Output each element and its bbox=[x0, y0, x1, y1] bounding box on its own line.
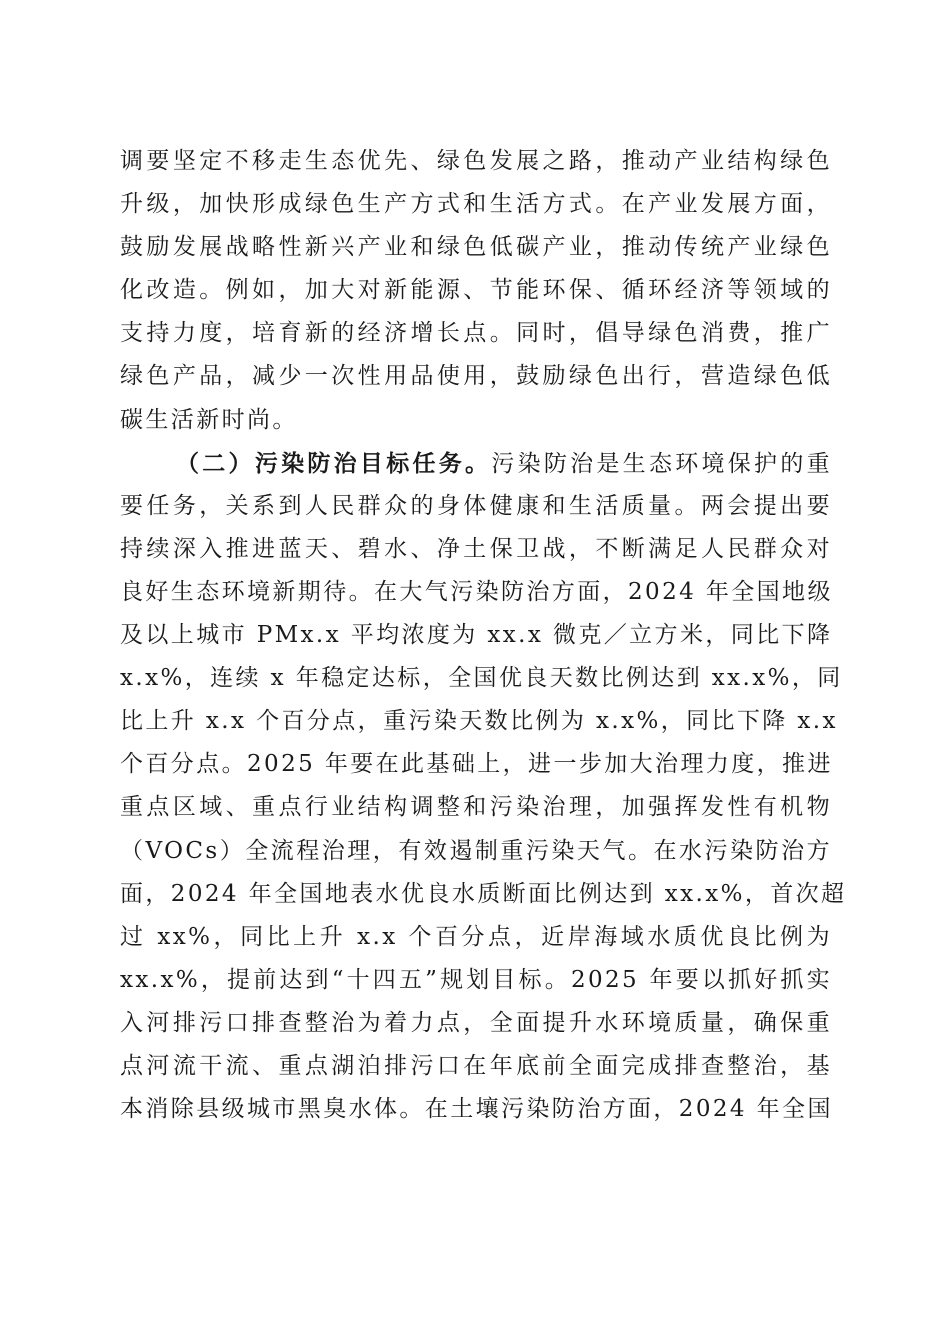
paragraph2-line: 及以上城市 PMx.x 平均浓度为 xx.x 微克／立方米，同比下降 bbox=[120, 622, 833, 649]
paragraph1-last-line: 碳生活新时尚。 bbox=[120, 406, 298, 433]
paragraph2-line: x.x%，连续 x 年稳定达标，全国优良天数比例达到 xx.x%，同 bbox=[120, 665, 843, 692]
paragraph1-line: 调要坚定不移走生态优先、绿色发展之路，推动产业结构绿色 bbox=[120, 148, 832, 174]
paragraph1-line: 鼓励发展战略性新兴产业和绿色低碳产业，推动传统产业绿色 bbox=[120, 234, 832, 261]
paragraph1-line: 绿色产品，减少一次性用品使用，鼓励绿色出行，营造绿色低 bbox=[120, 363, 832, 390]
paragraph2-line: 比上升 x.x 个百分点，重污染天数比例为 x.x%，同比下降 x.x bbox=[120, 708, 838, 735]
paragraph1-line: 支持力度，培育新的经济增长点。同时，倡导绿色消费，推广 bbox=[120, 320, 832, 347]
paragraph1-line: 化改造。例如，加大对新能源、节能环保、循环经济等领域的 bbox=[120, 277, 832, 304]
paragraph2-first-line-text: 污染防治是生态环境保护的重 bbox=[491, 450, 832, 477]
paragraph2-line: 良好生态环境新期待。在大气污染防治方面，2024 年全国地级 bbox=[120, 578, 833, 605]
body-text bbox=[120, 140, 847, 1131]
section-heading: （二）污染防治目标任务。 bbox=[176, 449, 492, 477]
paragraph2-line: xx.x%，提前达到“十四五”规划目标。2025 年要以抓好抓实 bbox=[120, 966, 832, 993]
paragraph2-line: 本消除县级城市黑臭水体。在土壤污染防治方面，2024 年全国 bbox=[120, 1096, 833, 1123]
paragraph2-line: 入河排污口排查整治为着力点，全面提升水环境质量，确保重 bbox=[120, 1009, 832, 1036]
paragraph2-line: 过 xx%，同比上升 x.x 个百分点，近岸海域水质优良比例为 bbox=[120, 923, 832, 950]
paragraph2-line: 重点区域、重点行业结构调整和污染治理，加强挥发性有机物 bbox=[120, 794, 832, 821]
paragraph2-line: 持续深入推进蓝天、碧水、净土保卫战，不断满足人民群众对 bbox=[120, 535, 832, 562]
paragraph2-line: 个百分点。2025 年要在此基础上，进一步加大治理力度，推进 bbox=[120, 751, 833, 778]
paragraph2-line: 点河流干流、重点湖泊排污口在年底前全面完成排查整治，基 bbox=[120, 1052, 832, 1079]
paragraph2-first-line bbox=[120, 442, 832, 485]
paragraph2-line: 面，2024 年全国地表水优良水质断面比例达到 xx.x%，首次超 bbox=[120, 880, 847, 907]
paragraph2-line: （VOCs）全流程治理，有效遏制重污染天气。在水污染防治方 bbox=[120, 837, 832, 864]
paragraph2-line: 要任务，关系到人民群众的身体健康和生活质量。两会提出要 bbox=[120, 492, 832, 519]
paragraph1-line: 升级，加快形成绿色生产方式和生活方式。在产业发展方面， bbox=[120, 191, 832, 218]
